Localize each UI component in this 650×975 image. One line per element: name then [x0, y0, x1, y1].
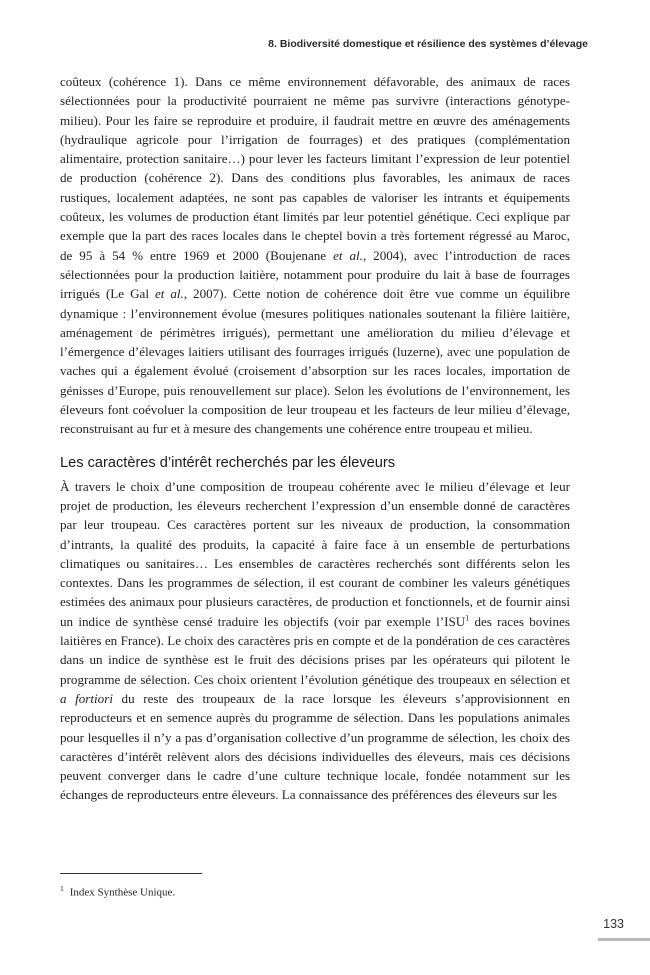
footnote-reference[interactable]: 1	[465, 613, 470, 623]
paragraph	[60, 477, 570, 805]
footnote-text: Index Synthèse Unique.	[69, 886, 176, 899]
text-run: À travers le choix d’une composition de troupeau cohérente avec le milieu d’élevage et leur projet de production, les éleveurs recherchent l’expression d’un ensemble donné de caractères par leur troupeau. Ces caractères portent sur les niveaux de production, la consommation d’intrants, la qualité des produits, la capacité à faire face à un ensemble de perturbations climatiques ou sanitaires… Les ensembles de caractères recherchés sont différents selon les contextes. Dans les programmes de sélection, il est courant de combiner les valeurs génétiques estimées des animaux pour plusieurs caractères, de production et fonctionnels, et de fournir ainsi un indice de synthèse censé traduire les objectifs (voir par exemple l’ISU	[60, 478, 570, 629]
text-run: des races bovines laitières en France). Le choix des caractères pris en compte et de la pondération de ces caractères dans un indice de synthèse est le fruit des décisions prises par les opérateurs qui pilotent le programme de sélection. Ces choix orientent l’évolution génétique des troupeaux en sélection et	[60, 613, 570, 687]
paragraph	[60, 72, 570, 439]
section-heading: Les caractères d’intérêt recherchés par les éleveurs	[60, 454, 396, 471]
italic-text: a fortiori	[60, 690, 113, 706]
footnote	[60, 882, 175, 900]
footnote-divider	[60, 873, 202, 874]
text-run: , 2007). Cette notion de cohérence doit être vue comme un équilibre dynamique : l’environnement évolue (mesures politiques nationales soutenant la filière laitière, aménagement de périmètres irrigués), permettant une amélioration du milieu d’élevage et l’émergence d’élevages laitiers utilisant des fourrages irrigués (luzerne), avec une population de vaches qui a également évolué (croisement d’absorption sur les races locales, importation de génisses d’Europe, puis renouvellement sur place). Selon les évolutions de l’environnement, les éleveurs font coévoluer la composition de leur troupeau et les facteurs de leur milieu d’élevage, reconstruisant au fur et à mesure des changements une cohérence entre troupeau et milieu.	[60, 286, 570, 437]
text-run: , 2004), avec l’introduction de races sélectionnées pour la production laitière, notamment pour produire du lait à base de fourrages irrigués (Le Gal	[60, 247, 570, 302]
text-run: du reste des troupeaux de la race lorsque les éleveurs s’approvisionnent en reproducteurs et en semence auprès du programme de sélection. Dans les populations animales pour lesquelles il n’y a pas d’organisation collective d’un programme de sélection, les choix des caractères d’intérêt relèvent alors des décisions individuelles des éleveurs, mais ces décisions peuvent converger dans le cadre d’une culture technique locale, fondée notamment sur les échanges de reproducteurs entre éleveurs. La connaissance des préférences des éleveurs sur les	[60, 690, 570, 803]
italic-text: et al.	[154, 286, 184, 302]
italic-text: et al.	[333, 247, 363, 263]
running-header: 8. Biodiversité domestique et résilience des systèmes d’élevage	[268, 38, 588, 50]
text-run: coûteux (cohérence 1). Dans ce même environnement défavorable, des animaux de races sélectionnées pour la productivité pourraient ne même pas survivre (interactions génotype-milieu). Pour les faire se reproduire et produire, il faudrait mettre en œuvre des aménagements (hydraulique agricole pour l’irrigation de fourrages) et des pratiques (complémentation alimentaire, protection sanitaire…) pour lever les facteurs limitant l’expression de leur potentiel de production (cohérence 2). Dans des conditions plus favorables, les animaux de races rustiques, localement adaptées, ne sont pas capables de valoriser les intrants et équipements coûteux, les volumes de production étant limités par leur potentiel génétique. Ceci explique par exemple que la part des races locales dans le cheptel bovin a très fortement régressé au Maroc, de 95 à 54 % entre 1969 et 2000 (Boujenane	[60, 74, 570, 263]
footnote-marker: 1	[60, 884, 64, 893]
page-number-bar	[598, 938, 650, 941]
main-text	[60, 72, 570, 805]
page-number: 133	[603, 917, 624, 931]
